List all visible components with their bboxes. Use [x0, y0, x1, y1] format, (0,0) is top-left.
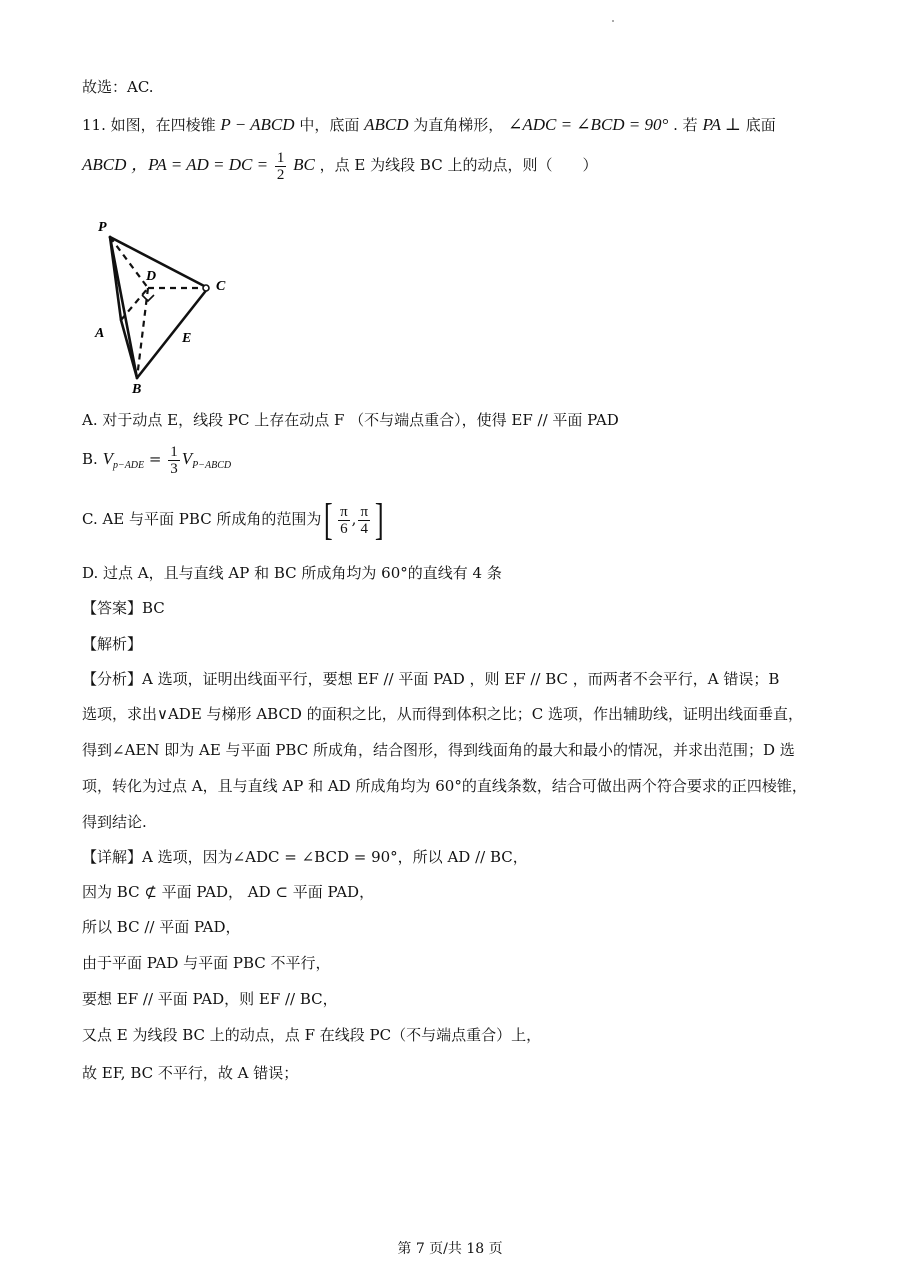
analysis-line-3: 得到∠AEN 即为 AE 与平面 PBC 所成角，结合图形，得到线面角的最大和最小的情况，并求出范围；D 选	[82, 741, 795, 759]
fraction-numerator: 1	[276, 149, 285, 166]
fraction-third	[168, 444, 180, 477]
question-line-2	[82, 146, 597, 184]
pyramid-figure	[90, 215, 250, 395]
detail-line-5: 要想 EF // 平面 PAD，则 EF // BC，	[82, 990, 338, 1008]
fraction-denominator: 4	[360, 520, 368, 537]
detail-line-2: 因为 BC ⊄ 平面 PAD， AD ⊂ 平面 PAD，	[82, 883, 375, 901]
option-d: D. 过点 A，且与直线 AP 和 BC 所成角均为 60°的直线有 4 条	[82, 564, 502, 582]
perp-condition: PA ⊥	[702, 115, 741, 134]
base-name: ABCD	[82, 155, 127, 174]
label-p: P	[98, 220, 107, 235]
label-c: C	[216, 279, 226, 294]
analysis-line-2: 选项，求出∨ADE 与梯形 ABCD 的面积之比，从而得到体积之比；C 选项，作出辅助线，证明出线面垂直，	[82, 705, 803, 723]
fraction-half	[275, 150, 287, 183]
detail-line-6: 又点 E 为线段 BC 上的动点，点 F 在线段 PC（不与端点重合）上，	[82, 1026, 542, 1044]
label-e: E	[182, 331, 192, 346]
analysis-line-5: 得到结论.	[82, 813, 147, 831]
equality-condition: ，PA = AD = DC =	[131, 155, 269, 174]
option-text: C. AE 与平面 PBC 所成角的范围为	[82, 510, 322, 528]
right-angle-mark-c	[203, 285, 209, 291]
detail-line-7: 故 EF, BC 不平行，故 A 错误；	[82, 1064, 299, 1082]
question-text: ，点 E 为线段 BC 上的动点，则（ ）	[319, 156, 598, 174]
fraction-denominator: 6	[340, 520, 348, 537]
comma: ,	[351, 510, 357, 528]
label-b: B	[132, 382, 142, 395]
fraction-denominator: 3	[170, 460, 178, 477]
segment-bc: BC	[293, 155, 315, 174]
fraction-numerator: π	[360, 503, 369, 520]
option-b	[82, 438, 231, 487]
volume-subscript: p−ADE	[112, 460, 145, 471]
prev-answer-line: 故选：AC.	[82, 78, 154, 96]
edge-pc	[110, 237, 208, 288]
analysis-line-4: 项，转化为过点 A，且与直线 AP 和 AD 所成角均为 60°的直线条数，结合可做出两个符合要求的正四棱锥，	[82, 777, 807, 795]
question-line-1	[82, 114, 776, 136]
left-bracket: [	[324, 495, 334, 544]
question-text: 底面	[745, 116, 776, 134]
detail-line-1: 【详解】A 选项，因为∠ADC = ∠BCD = 90°，所以 AD // BC，	[82, 848, 528, 866]
option-c	[82, 496, 387, 542]
scan-dot	[612, 20, 614, 22]
fraction-pi-6	[338, 504, 350, 537]
base-name: ABCD	[364, 115, 409, 134]
analysis-line-1: 【分析】A 选项，证明出线面平行，要想 EF // 平面 PAD ，则 EF // BC ，而两者不会平行，A 错误；B	[82, 670, 780, 688]
detail-line-4: 由于平面 PAD 与平面 PBC 不平行，	[82, 954, 331, 972]
volume-subscript: P−ABCD	[192, 460, 232, 471]
question-number: 11. 如图，在四棱锥	[82, 116, 216, 134]
label-a: A	[95, 326, 105, 341]
right-bracket: ]	[374, 495, 384, 544]
analysis-title: 【解析】	[82, 635, 143, 653]
answer-line: 【答案】BC	[82, 599, 165, 617]
detail-line-3: 所以 BC // 平面 PAD，	[82, 918, 241, 936]
pyramid-name: P − ABCD	[220, 115, 295, 134]
right-angle-mark	[142, 295, 154, 301]
equals-sign: =	[144, 450, 162, 468]
fraction-pi-4	[358, 504, 370, 537]
question-text: . 若	[673, 116, 698, 134]
fraction-numerator: π	[340, 503, 348, 520]
volume-symbol: V	[181, 449, 193, 468]
question-text: 为直角梯形，	[413, 116, 504, 134]
option-label: B.	[82, 450, 103, 468]
question-text: 中，底面	[299, 116, 360, 134]
angle-condition: ∠ADC = ∠BCD = 90°	[508, 115, 669, 134]
volume-symbol: V	[102, 449, 113, 468]
page-footer: 第 7 页/共 18 页	[397, 1241, 503, 1257]
option-a: A. 对于动点 E，线段 PC 上存在动点 F （不与端点重合），使得 EF // 平面 PAD	[82, 411, 619, 429]
label-d: D	[146, 269, 157, 284]
fraction-numerator: 1	[170, 443, 178, 460]
edge-ab	[121, 320, 137, 378]
fraction-denominator: 2	[276, 166, 285, 183]
